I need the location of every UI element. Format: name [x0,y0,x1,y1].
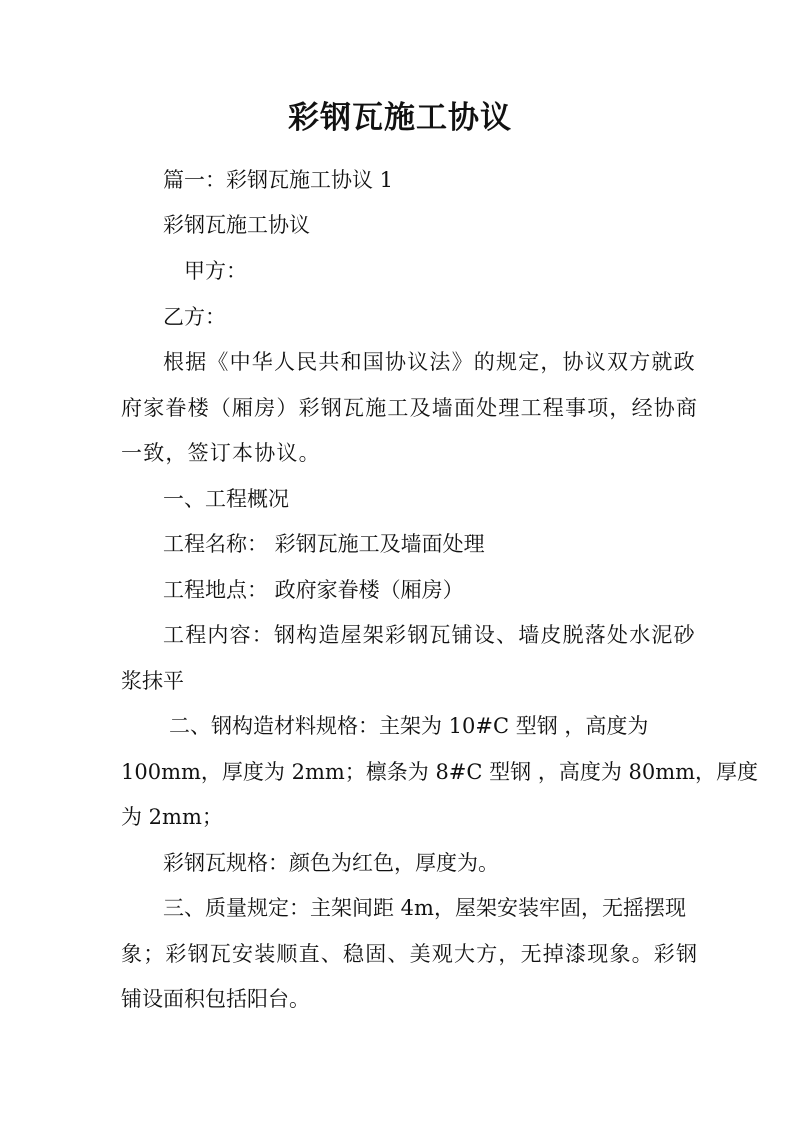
paragraph-line: 工程地点： 政府家眷楼（厢房） [163,578,464,602]
paragraph-line: 浆抹平 [121,669,184,693]
paragraph-line: 府家眷楼（厢房）彩钢瓦施工及墙面处理工程事项，经协商 [121,396,699,420]
paragraph-line: 乙方： [163,305,226,329]
paragraph-line: 三、质量规定：主架间距 4m，屋架安装牢固，无摇摆现 [163,896,686,920]
paragraph-line: 彩钢瓦规格：颜色为红色，厚度为。 [163,851,499,875]
paragraph-line: 为 2mm； [121,805,223,829]
paragraph-line: 根据《中华人民共和国协议法》的规定，协议双方就政 [163,350,696,374]
paragraph-line: 甲方： [184,259,247,283]
paragraph-line: 篇一：彩钢瓦施工协议 1 [163,168,394,192]
paragraph-line: 工程名称： 彩钢瓦施工及墙面处理 [163,532,485,556]
paragraph-line: 一致，签订本协议。 [121,441,321,465]
paragraph-line: 100mm，厚度为 2mm；檩条为 8#C 型钢 ，高度为 80mm，厚度 [121,760,759,784]
paragraph-line: 象；彩钢瓦安装顺直、稳固、美观大方，无掉漆现象。彩钢 [121,942,699,966]
paragraph-line: 工程内容：钢构造屋架彩钢瓦铺设、墙皮脱落处水泥砂 [163,623,696,647]
paragraph-line: 铺设面积包括阳台。 [121,987,310,1011]
paragraph-line: 二、钢构造材料规格：主架为 10#C 型钢 ，高度为 [169,714,649,738]
document-title: 彩钢瓦施工协议 [288,100,512,136]
paragraph-line: 一、工程概况 [163,487,289,511]
paragraph-line: 彩钢瓦施工协议 [163,213,310,237]
